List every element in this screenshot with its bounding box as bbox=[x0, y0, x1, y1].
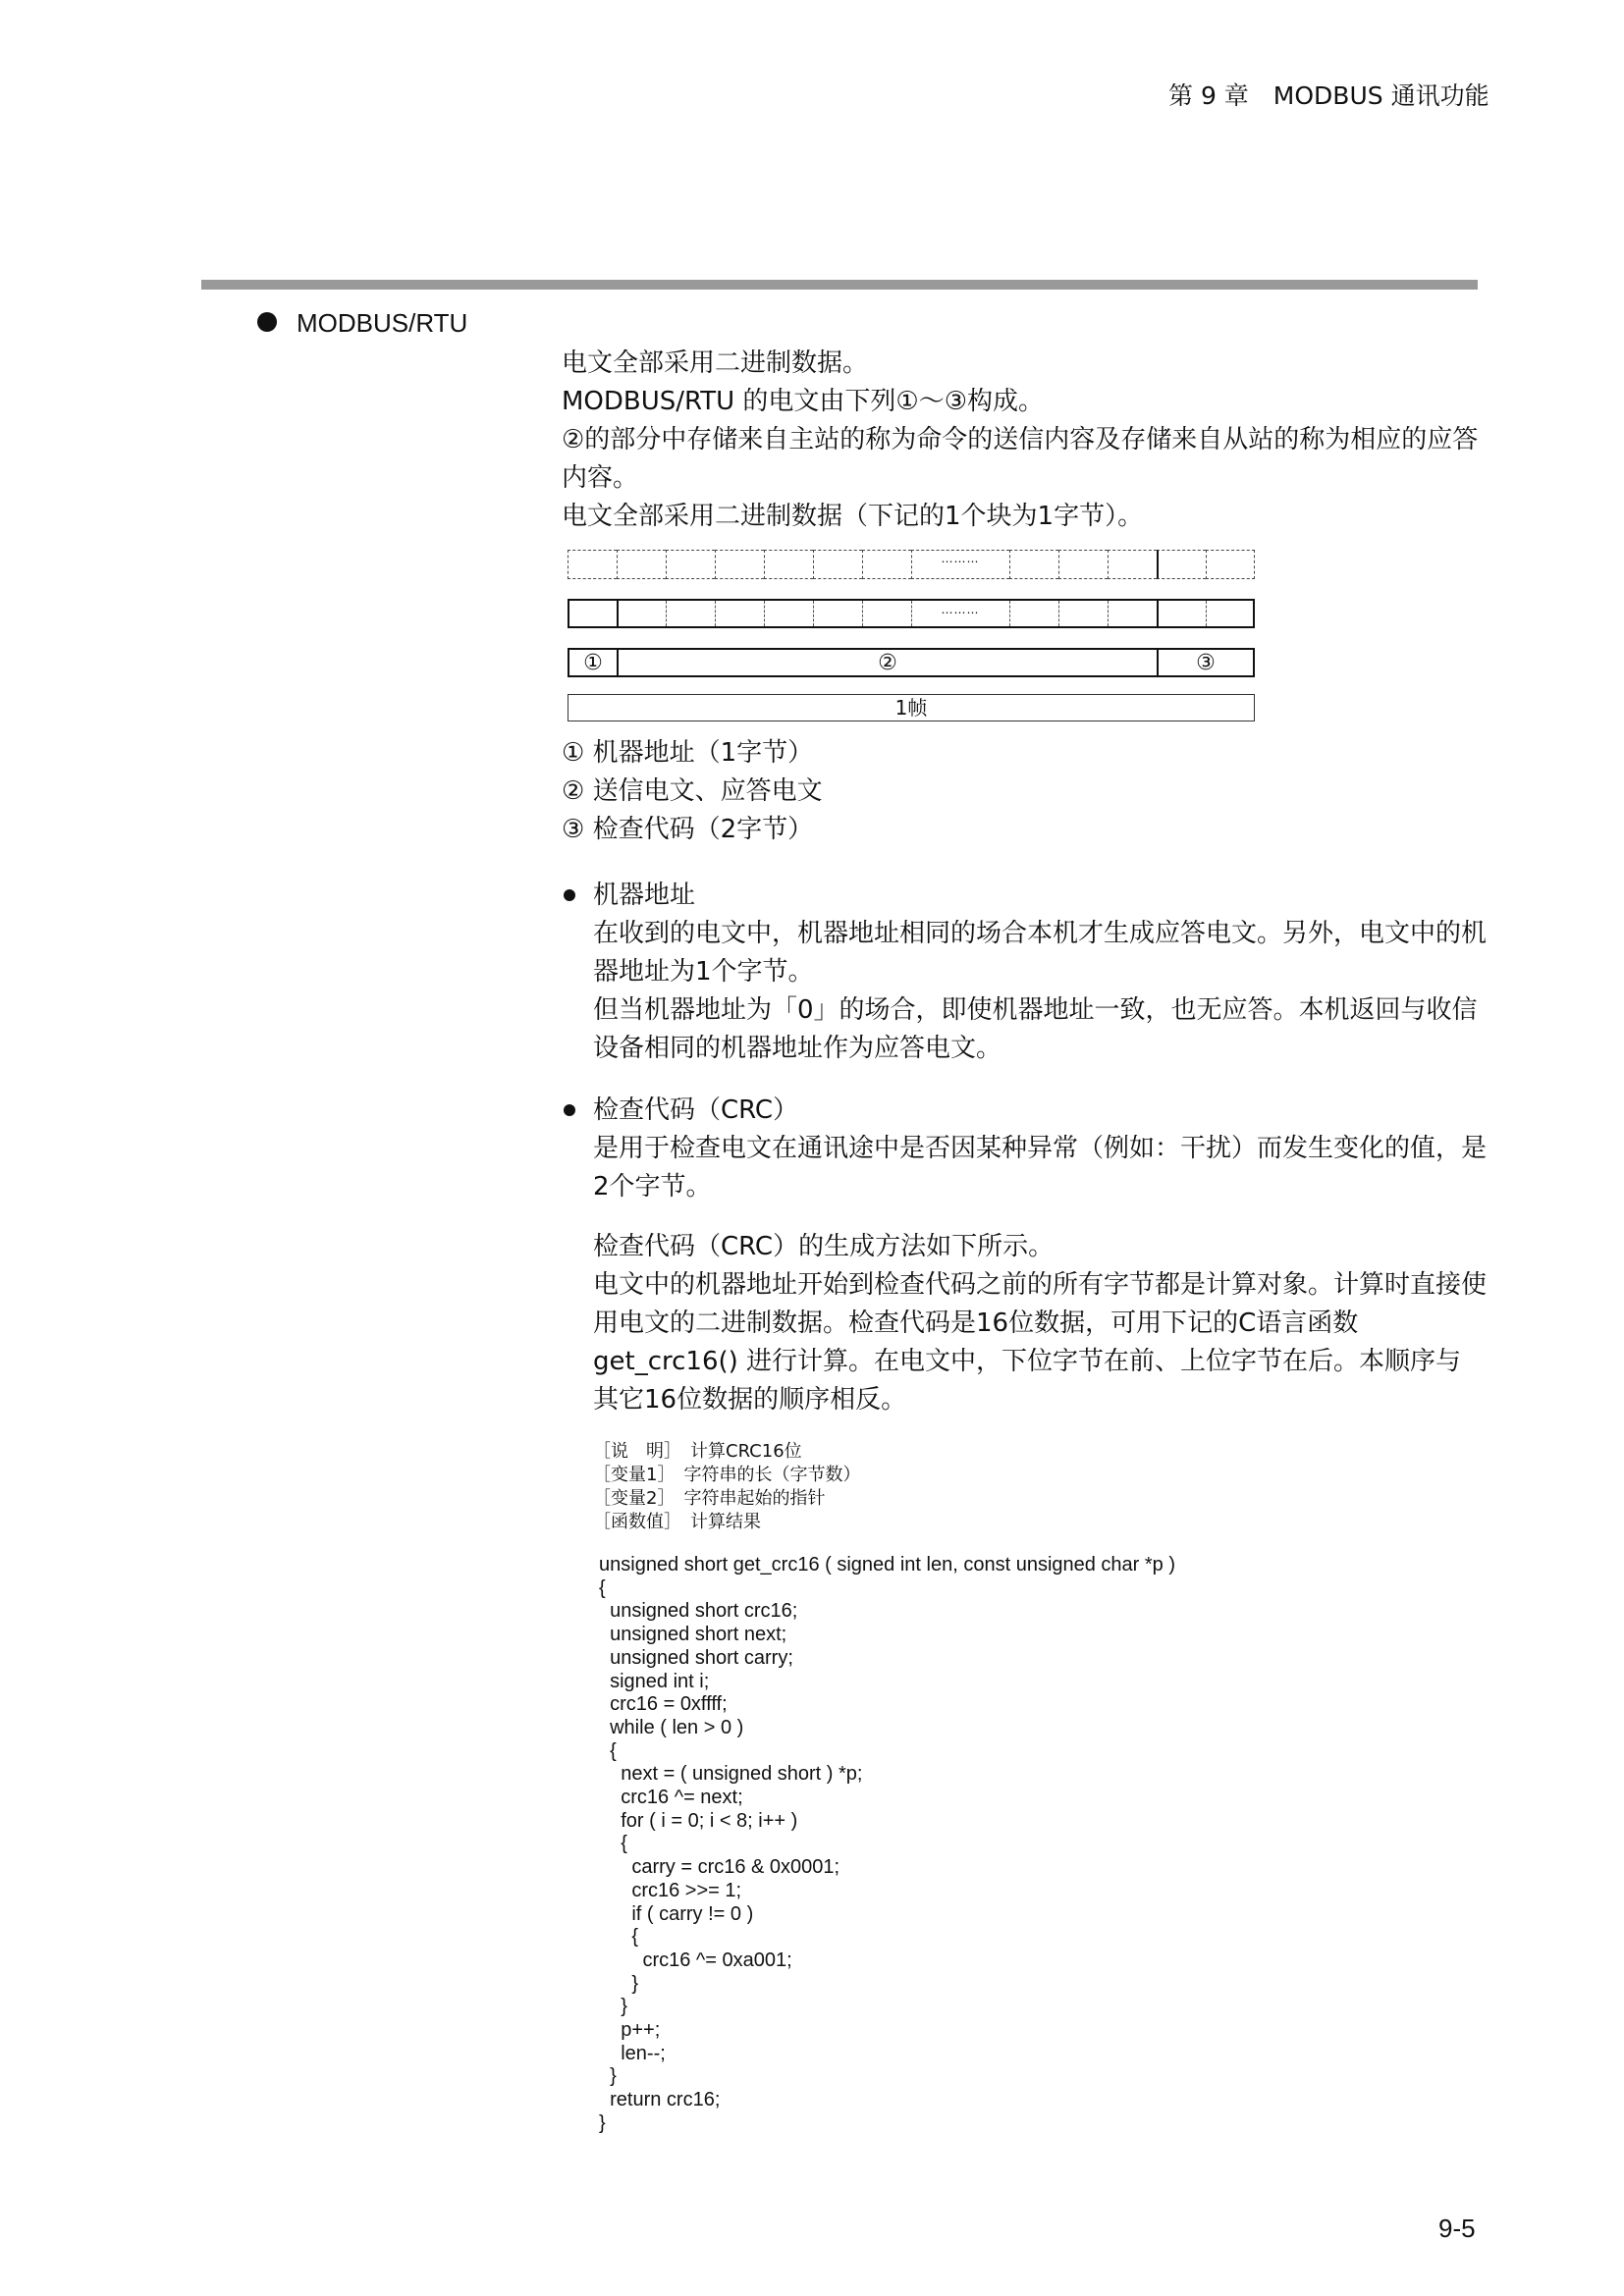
intro-line: MODBUS/RTU 的电文由下列①～③构成。 bbox=[562, 387, 1045, 416]
crc-line: 电文中的机器地址开始到检查代码之前的所有字节都是计算对象。计算时直接使用电文的二进制数据。检查代码是16位数据，可用下记的C语言函数 get_crc16() 进行计算。在电文中，下位字节在前、上位字节在后。本顺序与其它16位数据的顺序相反。 bbox=[593, 1270, 1488, 1415]
address-line: 但当机器地址为「0」的场合，即使机器地址一致，也无应答。本机返回与收信设备相同的机器地址作为应答电文。 bbox=[593, 995, 1478, 1063]
part-1-label: ① bbox=[583, 651, 603, 675]
description-row: ［说 明］ 计算CRC16位 bbox=[593, 1441, 802, 1462]
section-divider bbox=[201, 280, 1478, 290]
legend-item: ③ 检查代码（2字节） bbox=[562, 815, 814, 844]
byte-cell bbox=[1009, 550, 1058, 579]
divider bbox=[1206, 601, 1207, 626]
intro-line: 电文全部采用二进制数据。 bbox=[562, 348, 869, 378]
part-2-label: ② bbox=[878, 651, 897, 675]
section-bullet-icon bbox=[257, 312, 277, 332]
divider bbox=[813, 601, 814, 626]
crc-generation-body bbox=[593, 1228, 1487, 1419]
divider bbox=[666, 601, 667, 626]
byte-cell bbox=[813, 550, 862, 579]
divider bbox=[715, 601, 716, 626]
legend bbox=[562, 734, 823, 849]
divider bbox=[862, 601, 863, 626]
crc-body bbox=[593, 1130, 1487, 1206]
description-row: ［变量1］ 字符串的长（字节数） bbox=[593, 1465, 861, 1485]
byte-cell bbox=[617, 550, 666, 579]
bullet-icon bbox=[564, 889, 575, 901]
frame-diagram-parts-row bbox=[568, 648, 1255, 677]
divider bbox=[1157, 601, 1159, 626]
part-3-label: ③ bbox=[1196, 651, 1216, 675]
byte-cell bbox=[1157, 550, 1206, 579]
page-number: 9-5 bbox=[1438, 2214, 1476, 2243]
crc-code-listing: unsigned short get_crc16 ( signed int len, const unsigned char *p ) { unsigned short crc16; unsigned short next; unsigned short carry; signed int i; crc16 = 0xffff; while ( len > 0 ) { next = ( unsigned short ) *p; crc16 ^= next; for ( i = 0; i < 8; i++ ) { carry = crc16 & 0x0001; crc16 >>= 1; if ( carry != 0 ) { crc16 ^= 0xa001; } } p++; len--; } return crc16; } bbox=[599, 1554, 1176, 2134]
byte-cell bbox=[715, 550, 764, 579]
description-row: ［变量2］ 字符串起始的指针 bbox=[593, 1488, 826, 1509]
divider bbox=[764, 601, 765, 626]
byte-cell bbox=[862, 550, 911, 579]
byte-cell bbox=[1058, 550, 1108, 579]
intro-paragraph bbox=[562, 345, 1485, 536]
legend-item: ① 机器地址（1字节） bbox=[562, 738, 814, 768]
ellipsis: ……… bbox=[941, 603, 980, 616]
bullet-icon bbox=[564, 1104, 575, 1116]
divider bbox=[1108, 601, 1109, 626]
divider bbox=[617, 601, 619, 626]
divider bbox=[1009, 601, 1010, 626]
byte-cell bbox=[1108, 550, 1157, 579]
divider bbox=[1058, 601, 1059, 626]
section-title: MODBUS/RTU bbox=[297, 308, 468, 338]
address-body bbox=[593, 915, 1487, 1068]
address-line: 在收到的电文中，机器地址相同的场合本机才生成应答电文。另外，电文中的机器地址为1个字节。 bbox=[593, 919, 1488, 987]
byte-cell bbox=[764, 550, 813, 579]
frame-diagram-dashed-row bbox=[568, 550, 1255, 579]
divider bbox=[911, 601, 912, 626]
byte-cell bbox=[1206, 550, 1255, 579]
address-title: 机器地址 bbox=[593, 881, 696, 910]
byte-cell bbox=[666, 550, 715, 579]
description-row: ［函数值］ 计算结果 bbox=[593, 1512, 761, 1532]
legend-item: ② 送信电文、应答电文 bbox=[562, 776, 823, 806]
crc-line: 是用于检查电文在通讯途中是否因某种异常（例如：干扰）而发生变化的值，是2个字节。 bbox=[593, 1134, 1488, 1201]
byte-cell bbox=[568, 550, 617, 579]
ellipsis: ……… bbox=[941, 552, 980, 565]
frame-label: 1帧 bbox=[568, 694, 1255, 721]
intro-line: 电文全部采用二进制数据（下记的1个块为1字节）。 bbox=[562, 502, 1144, 531]
crc-line: 检查代码（CRC）的生成方法如下所示。 bbox=[593, 1232, 1055, 1261]
frame-diagram-solid-row bbox=[568, 599, 1255, 628]
crc-title: 检查代码（CRC） bbox=[593, 1095, 799, 1125]
intro-line: ②的部分中存储来自主站的称为命令的送信内容及存储来自从站的称为相应的应答内容。 bbox=[562, 425, 1479, 493]
function-description bbox=[593, 1440, 860, 1534]
chapter-header: 第 9 章 MODBUS 通讯功能 bbox=[1168, 81, 1489, 110]
